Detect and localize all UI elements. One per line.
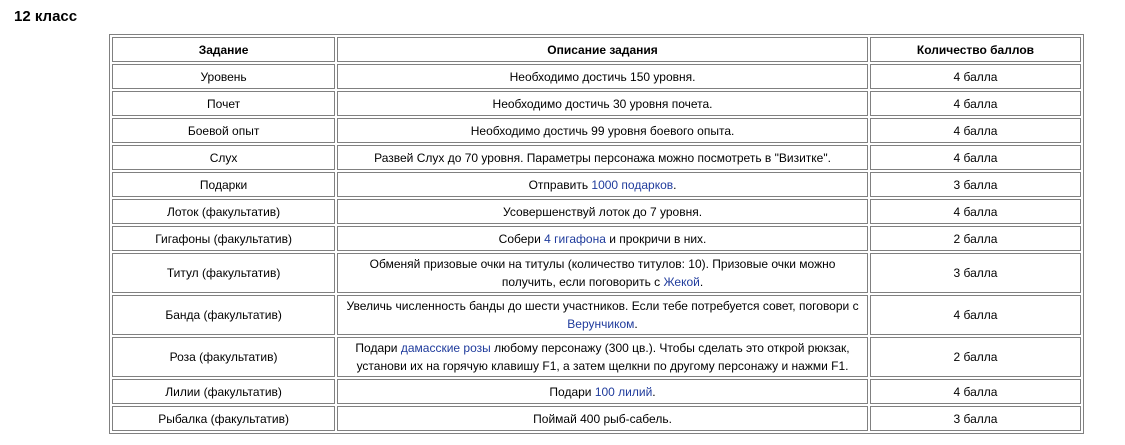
description-text: любому персонажу (300 цв.). Чтобы сделать это открой рюкзак, установи их на горячую клавишу F1, а затем щелкни по другому персонажу и нажми F1. xyxy=(356,341,850,373)
description-cell xyxy=(337,226,868,251)
description-link[interactable]: дамасские розы xyxy=(400,341,491,355)
description-text: . xyxy=(699,275,704,289)
description-text: . xyxy=(634,317,638,331)
table-header-row xyxy=(112,37,1081,62)
points-cell: 2 балла xyxy=(870,226,1081,251)
task-cell: Банда (факультатив) xyxy=(112,295,335,335)
task-cell: Гигафоны (факультатив) xyxy=(112,226,335,251)
task-cell: Подарки xyxy=(112,172,335,197)
table-row xyxy=(112,337,1081,377)
points-cell: 4 балла xyxy=(870,118,1081,143)
description-cell xyxy=(337,172,868,197)
task-cell: Слух xyxy=(112,145,335,170)
table-row xyxy=(112,295,1081,335)
task-cell: Боевой опыт xyxy=(112,118,335,143)
description-cell xyxy=(337,64,868,89)
points-cell: 4 балла xyxy=(870,379,1081,404)
description-cell xyxy=(337,145,868,170)
points-cell: 2 балла xyxy=(870,337,1081,377)
description-link[interactable]: Верунчиком xyxy=(567,317,635,331)
task-cell: Титул (факультатив) xyxy=(112,253,335,293)
table-row xyxy=(112,145,1081,170)
points-cell: 4 балла xyxy=(870,91,1081,116)
description-text: Обменяй призовые очки на титулы (количество титулов: 10). Призовые очки можно получить, если поговорить с xyxy=(369,257,836,289)
description-text: Подари xyxy=(549,384,595,399)
description-cell xyxy=(337,379,868,404)
points-cell: 3 балла xyxy=(870,253,1081,293)
description-cell xyxy=(337,91,868,116)
task-cell: Лоток (факультатив) xyxy=(112,199,335,224)
description-text: Необходимо достичь 150 уровня. xyxy=(509,69,696,84)
description-link[interactable]: 4 гигафона xyxy=(544,231,606,246)
table-row xyxy=(112,64,1081,89)
description-text: . xyxy=(652,384,656,399)
task-cell: Лилии (факультатив) xyxy=(112,379,335,404)
points-cell: 3 балла xyxy=(870,172,1081,197)
points-cell: 4 балла xyxy=(870,199,1081,224)
description-link[interactable]: 1000 подарков xyxy=(591,177,674,192)
table-row xyxy=(112,253,1081,293)
page-title: 12 класс xyxy=(14,8,78,25)
description-text: Отправить xyxy=(528,177,592,192)
table-row xyxy=(112,226,1081,251)
description-link[interactable]: Жекой xyxy=(663,275,700,289)
description-text: Развей Слух до 70 уровня. Параметры персонажа можно посмотреть в "Визитке". xyxy=(374,150,831,165)
description-text: Увеличь численность банды до шести участников. Если тебе потребуется совет, поговори с xyxy=(346,299,859,313)
description-cell xyxy=(337,118,868,143)
table-row xyxy=(112,118,1081,143)
description-cell xyxy=(337,337,868,377)
points-cell: 4 балла xyxy=(870,145,1081,170)
points-cell: 3 балла xyxy=(870,406,1081,431)
points-cell: 4 балла xyxy=(870,295,1081,335)
description-text: Подари xyxy=(355,341,401,355)
table-row xyxy=(112,91,1081,116)
description-cell xyxy=(337,295,868,335)
description-cell xyxy=(337,199,868,224)
description-text: Усовершенствуй лоток до 7 уровня. xyxy=(503,204,703,219)
description-cell xyxy=(337,253,868,293)
header-points: Количество баллов xyxy=(870,37,1081,62)
task-cell: Рыбалка (факультатив) xyxy=(112,406,335,431)
table-row xyxy=(112,379,1081,404)
task-cell: Роза (факультатив) xyxy=(112,337,335,377)
task-cell: Почет xyxy=(112,91,335,116)
table-row xyxy=(112,199,1081,224)
description-text: Собери xyxy=(498,231,545,246)
description-cell xyxy=(337,406,868,431)
description-text: . xyxy=(673,177,677,192)
description-text: Необходимо достичь 30 уровня почета. xyxy=(492,96,713,111)
task-cell: Уровень xyxy=(112,64,335,89)
description-link[interactable]: 100 лилий xyxy=(594,384,653,399)
points-cell: 4 балла xyxy=(870,64,1081,89)
table-row xyxy=(112,406,1081,431)
description-text: и прокричи в них. xyxy=(605,231,707,246)
tasks-table xyxy=(109,34,1084,434)
header-description: Описание задания xyxy=(337,37,868,62)
header-task: Задание xyxy=(112,37,335,62)
table-row xyxy=(112,172,1081,197)
description-text: Поймай 400 рыб-сабель. xyxy=(533,411,672,426)
description-text: Необходимо достичь 99 уровня боевого опыта. xyxy=(470,123,735,138)
